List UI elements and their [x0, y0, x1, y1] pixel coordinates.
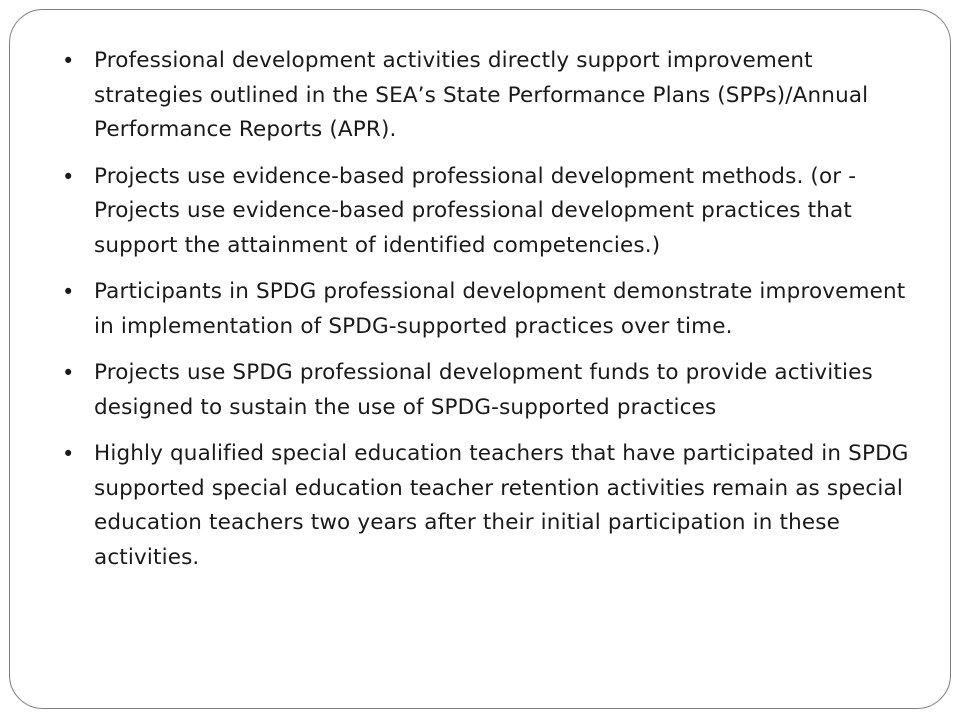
bullet-item [58, 275, 916, 344]
bullet-item [58, 437, 916, 575]
bullet-text: Participants in SPDG professional development demonstrate improvement in implementation of SPDG-supported practices over time. [94, 279, 906, 339]
bullet-text: Professional development activities directly support improvement strategies outlined in the SEA’s State Performance Plans (SPPs)/Annual Performance Reports (APR). [94, 48, 869, 142]
bullet-dot-icon: • [62, 164, 75, 189]
bullet-item [58, 356, 916, 425]
bullet-item [58, 44, 916, 148]
bullet-dot-icon: • [62, 280, 75, 304]
bullet-dot-icon: • [62, 442, 75, 466]
bullet-dot-icon: • [62, 361, 75, 385]
bullet-text: Highly qualified special education teachers that have participated in SPDG supported special education teacher retention activities remain as special education teachers two years after their initial participation in these activities. [94, 441, 909, 570]
bullet-text: Projects use evidence-based professional development methods. (or - Projects use evidence-based professional development practices that support the attainment of identified competencies.) [94, 163, 857, 258]
bullet-text: Projects use SPDG professional development funds to provide activities designed to sustain the use of SPDG-supported practices [94, 360, 873, 420]
bullet-dot-icon: • [62, 49, 75, 73]
bullet-list [58, 44, 916, 587]
bullet-item [58, 160, 916, 264]
